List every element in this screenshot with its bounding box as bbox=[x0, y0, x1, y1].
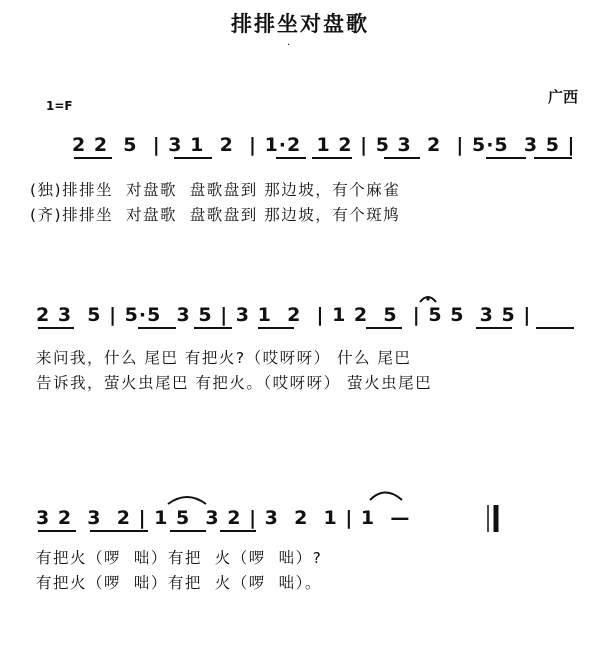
song-title: 排排坐对盘歌 bbox=[231, 12, 369, 36]
fermata-mark bbox=[420, 297, 436, 302]
lyric-line-1-chorus: (齐)排排坐 对盘歌 盘歌盘到 那边坡，有个斑鸠 bbox=[30, 206, 401, 224]
notation-line-2: 2 3 5 | 5·5 3 5 | 3 1 2 | 1 2 5 | 5 5 3 5 | bbox=[36, 304, 532, 326]
lyric-line-2-chorus: 告诉我，萤火虫尾巴 有把火。（哎呀呀） 萤火虫尾巴 bbox=[36, 374, 433, 392]
lyric-line-1-solo: (独)排排坐 对盘歌 盘歌盘到 那边坡，有个麻雀 bbox=[30, 181, 401, 199]
lyric-line-2-solo: 来问我，什么 尾巴 有把火?（哎呀呀） 什么 尾巴 bbox=[36, 349, 412, 367]
notation-line-1: 2 2 5 | 3 1 2 | 1·2 1 2 | 5 3 2 | 5·5 3 5 | bbox=[72, 134, 576, 156]
key-signature: 1=F bbox=[46, 99, 73, 113]
lyric-line-3-solo: 有把火（啰 咄）有把 火（啰 咄）? bbox=[36, 549, 323, 567]
slur-arc bbox=[168, 497, 206, 504]
region-label: 广西 bbox=[548, 88, 579, 106]
lyric-line-3-chorus: 有把火（啰 咄）有把 火（啰 咄）。 bbox=[36, 574, 322, 592]
notation-line-3: 3 2 3 2 | 1 5 3 2 | 3 2 1 | 1 — bbox=[36, 507, 411, 529]
fermata-dot bbox=[426, 297, 429, 300]
slur-arc bbox=[370, 493, 402, 501]
title-dot: · bbox=[287, 40, 291, 51]
